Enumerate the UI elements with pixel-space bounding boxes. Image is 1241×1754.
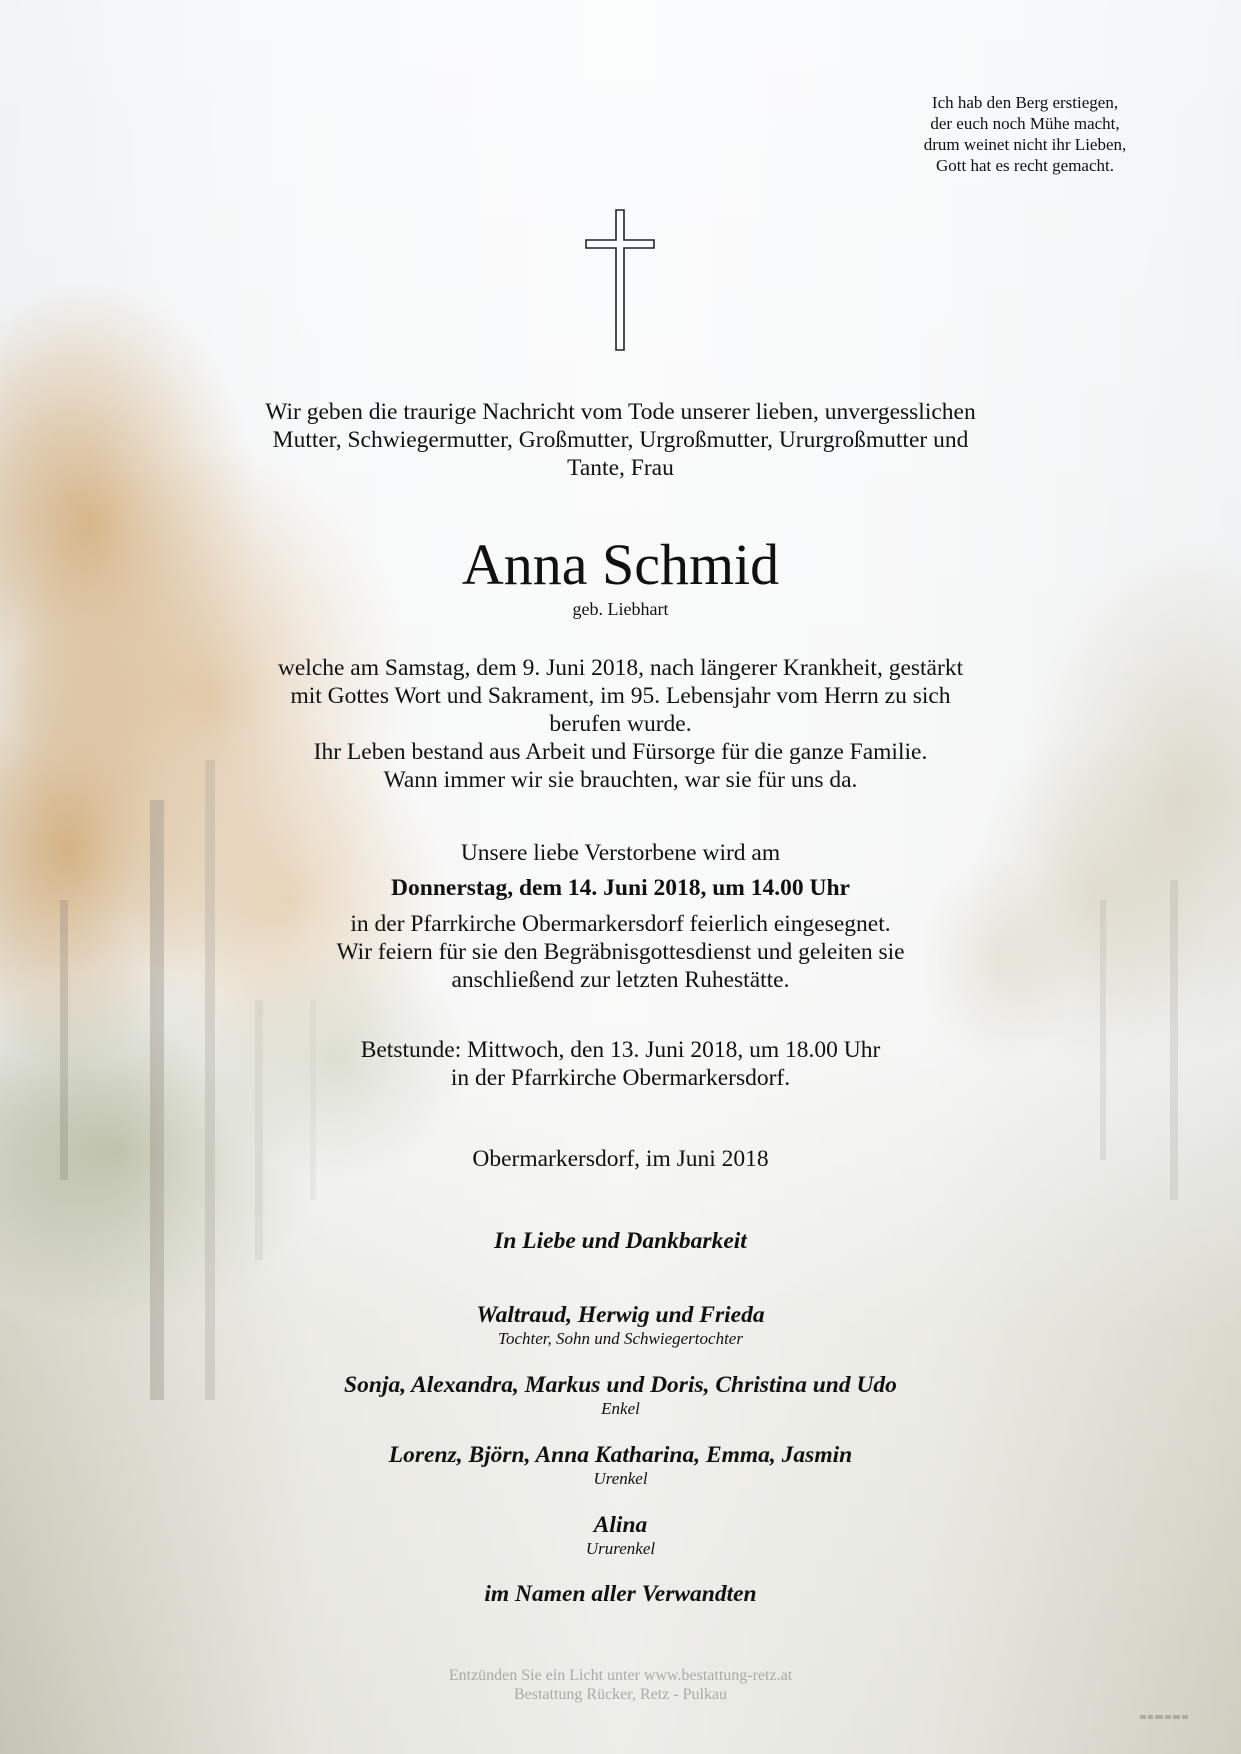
closing-phrase: In Liebe und Dankbarkeit: [494, 1228, 747, 1254]
mourner-names: Alina: [593, 1512, 648, 1538]
mourner-role: Tochter, Sohn und Schwiegertochter: [498, 1329, 743, 1348]
footer-funeral-home: Bestattung Rücker, Retz - Pulkau: [513, 1686, 728, 1703]
service-line: in der Pfarrkirche Obermarkersdorf feierlich eingesegnet.: [350, 911, 891, 937]
printer-stamp-mark: [1140, 1712, 1190, 1722]
memorial-poem: [895, 92, 1155, 176]
poem-line: Ich hab den Berg erstiegen,: [931, 93, 1119, 112]
intro-line: Mutter, Schwiegermutter, Großmutter, Urgroßmutter, Ururgroßmutter und: [272, 427, 969, 453]
mourners-list: [0, 1302, 1241, 1582]
intro-line: Wir geben die traurige Nachricht vom Tode unserer lieben, unvergesslichen: [265, 399, 976, 425]
mourner-group: [0, 1512, 1241, 1559]
poem-line: der euch noch Mühe macht,: [930, 114, 1120, 133]
mourner-group: [0, 1302, 1241, 1349]
mourner-role: Urenkel: [593, 1469, 648, 1488]
service-date: Donnerstag, dem 14. Juni 2018, um 14.00 Uhr: [391, 875, 850, 901]
mourner-names: Lorenz, Björn, Anna Katharina, Emma, Jasmin: [388, 1442, 853, 1468]
death-details: [0, 654, 1241, 794]
service-line: anschließend zur letzten Ruhestätte.: [451, 967, 790, 993]
announcement-intro: [0, 398, 1241, 482]
mourner-role: Enkel: [601, 1399, 640, 1418]
body-line: Ihr Leben bestand aus Arbeit und Fürsorge für die ganze Familie.: [313, 739, 928, 765]
deceased-name: Anna Schmid: [461, 532, 780, 597]
service-line: Wir feiern für sie den Begräbnisgottesdienst und geleiten sie: [336, 939, 905, 965]
relatives-line: im Namen aller Verwandten: [484, 1581, 757, 1607]
footer: [0, 1666, 1241, 1704]
mourner-group: [0, 1372, 1241, 1419]
service-intro: Unsere liebe Verstorbene wird am: [460, 840, 781, 866]
place-and-date: Obermarkersdorf, im Juni 2018: [472, 1146, 769, 1172]
body-line: mit Gottes Wort und Sakrament, im 95. Lebensjahr vom Herrn zu sich: [290, 683, 951, 709]
body-line: welche am Samstag, dem 9. Juni 2018, nach längerer Krankheit, gestärkt: [277, 655, 964, 681]
mourner-names: Waltraud, Herwig und Frieda: [476, 1302, 765, 1328]
prayer-hour: [0, 1036, 1241, 1092]
mourner-group: [0, 1442, 1241, 1489]
prayer-line: Betstunde: Mittwoch, den 13. Juni 2018, um 18.00 Uhr: [360, 1037, 881, 1063]
cross-icon: [584, 208, 656, 352]
body-line: Wann immer wir sie brauchten, war sie für uns da.: [383, 767, 858, 793]
service-place: [0, 910, 1241, 994]
prayer-line: in der Pfarrkirche Obermarkersdorf.: [450, 1065, 791, 1091]
mourner-role: Ururenkel: [585, 1539, 656, 1558]
maiden-name: geb. Liebhart: [572, 599, 669, 619]
intro-line: Tante, Frau: [567, 455, 674, 481]
poem-line: drum weinet nicht ihr Lieben,: [923, 135, 1127, 154]
body-line: berufen wurde.: [549, 711, 692, 737]
mourner-names: Sonja, Alexandra, Markus und Doris, Christina und Udo: [344, 1372, 897, 1398]
poem-line: Gott hat es recht gemacht.: [936, 156, 1114, 175]
footer-candle-link-text: Entzünden Sie ein Licht unter www.bestattung-retz.at: [448, 1667, 793, 1684]
